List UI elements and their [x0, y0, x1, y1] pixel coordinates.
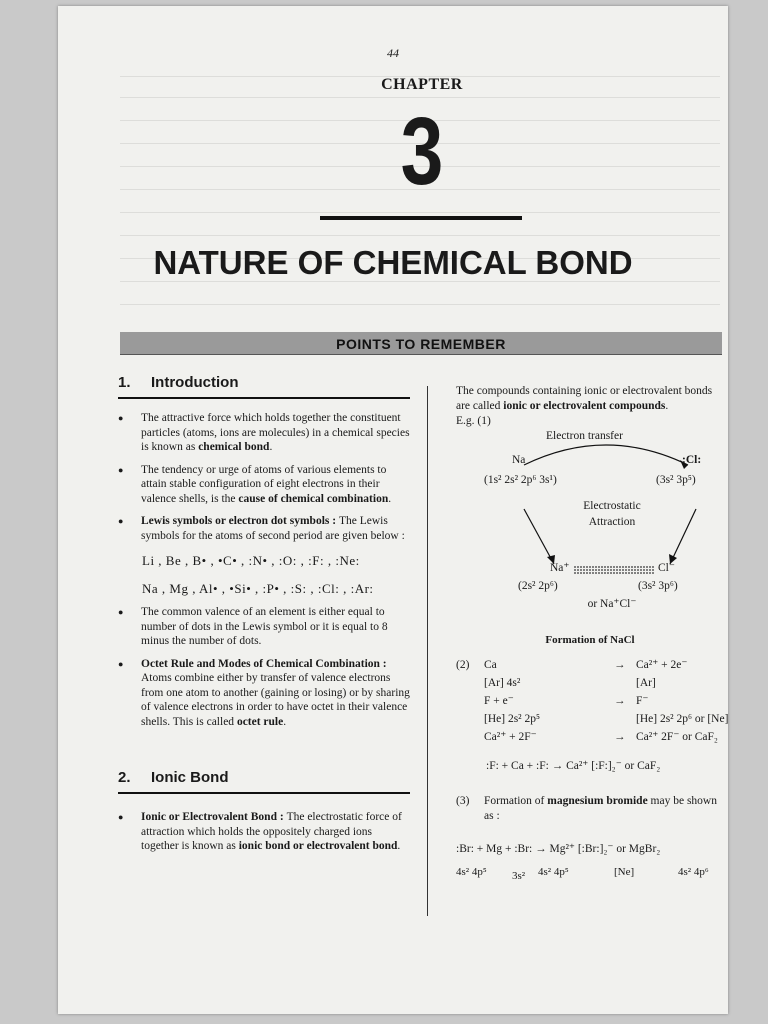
nacl-formula: or Na⁺Cl⁻	[587, 598, 637, 610]
section-heading-ionic-bond: 2. Ionic Bond	[118, 769, 410, 794]
list-item: ● The common valence of an element is either equal to number of dots in the Lewis symbol or it is equal to 8 minus the number of dots.	[118, 605, 410, 649]
calcium-fluoride-equations: (2) Ca → Ca²⁺ + 2e⁻ [Ar] 4s² [Ar] F + e⁻ → F⁻ [He] 2s² 2p⁵ [He] 2s² 2p⁶ or [Ne] Ca²⁺ + 2F⁻ → Ca²⁺ 2F⁻ or CaF₂	[456, 659, 728, 743]
list-item: ● Ionic or Electrovalent Bond : The electrostatic force of attraction which holds the oppositely charged ions together is known as ionic bond or electrovalent bond.	[118, 810, 410, 854]
section-banner: POINTS TO REMEMBER	[120, 332, 722, 355]
title-rule	[320, 216, 522, 220]
list-item: ● The tendency or urge of atoms of various elements to attain stable configuration of eight electrons in their valence shells, is the cause of chemical combination.	[118, 463, 410, 507]
example-label: E.g. (1)	[456, 415, 491, 427]
na-atom: Na	[512, 454, 526, 466]
list-item: ● The attractive force which holds together the constituent particles (atoms, ions are molecules) in a chemical species is known as chemical bond.	[118, 411, 410, 455]
nacl-formation-diagram	[456, 429, 724, 619]
mgbr2-configurations: 4s² 4p⁵ 3s² 4s² 4p⁵ [Ne] 4s² 4p⁶	[456, 866, 709, 882]
right-column	[456, 384, 728, 885]
cl-ion-configuration: (3s² 3p⁶)	[638, 580, 678, 592]
section-heading-introduction: 1. Introduction	[118, 374, 410, 399]
na-ion: Na⁺	[550, 562, 570, 574]
chapter-label: CHAPTER	[381, 76, 463, 93]
nacl-caption: Formation of NaCl	[545, 634, 635, 646]
na-ion-configuration: (2s² 2p⁶)	[518, 580, 558, 592]
list-item: ● Lewis symbols or electron dot symbols : The Lewis symbols for the atoms of second period are given below :	[118, 514, 410, 543]
magnesium-bromide-intro: (3) Formation of magnesium bromide may be shown as :	[456, 795, 717, 822]
cl-configuration: (3s² 3p⁵)	[656, 474, 696, 486]
page-number: 44	[387, 46, 399, 60]
mgbr2-lewis-equation: :Br: + Mg + :Br: → Mg²⁺ [:Br:]₂⁻ or MgBr₂	[456, 843, 661, 855]
attraction-label: Attraction	[588, 516, 636, 528]
ionic-compounds-definition: The compounds containing ionic or electrovalent bonds are called ionic or electrovalent compounds.	[456, 385, 713, 412]
left-column	[118, 374, 410, 854]
cl-ion: Cl⁻	[658, 562, 675, 574]
ionic-bullet-list	[118, 810, 410, 854]
lewis-symbols-row-2: Na , Mg , Al• , •Si• , :P• , :S: , :Cl: , :Ar:	[142, 581, 374, 596]
chapter-number: 3	[400, 98, 444, 205]
page-title: NATURE OF CHEMICAL BOND	[153, 244, 633, 281]
na-configuration: (1s² 2s² 2p⁶ 3s¹)	[484, 474, 557, 486]
caf2-lewis-equation: :F: + Ca + :F: → Ca²⁺ [:F:]₂⁻ or CaF₂	[486, 760, 661, 772]
column-divider	[427, 386, 428, 916]
electrostatic-label: Electrostatic	[583, 500, 641, 512]
example-number: (2)	[456, 659, 470, 671]
electron-transfer-label: Electron transfer	[546, 430, 623, 442]
book-page	[58, 6, 728, 1014]
cl-atom: :Cl:	[682, 454, 702, 466]
intro-bullet-list	[118, 411, 410, 543]
list-item: ● Octet Rule and Modes of Chemical Combination : Atoms combine either by transfer of valence electrons from one atom to another (gaining or losing) or by sharing of valence electrons in order to have octet in their valence shells. This is called octet rule.	[118, 657, 410, 730]
octet-bullet-list	[118, 605, 410, 729]
lewis-symbols-row-1: Li , Be , B• , •C• , :N• , :O: , :F: , :Ne:	[142, 553, 360, 568]
